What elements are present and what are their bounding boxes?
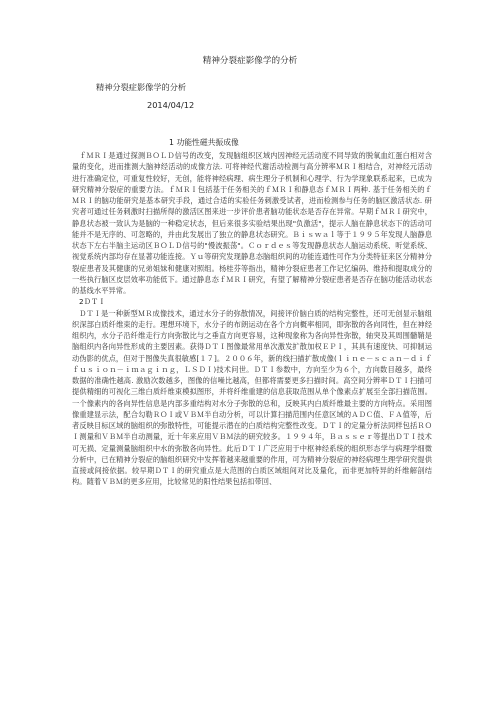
document-title: 精神分裂症影像学的分析 bbox=[202, 56, 298, 66]
section-heading-fmri: 1 功能性磁共振成像 bbox=[169, 138, 239, 147]
paragraph-fmri: ｆＭＲＩ是通过探测ＢＯＬＤ信号的改变，发现脑组织区域内因神经元活动度不同导致的脱氧血红蛋白相对含量的变化，进而推测大脑神经活动的成像方法. 可将神经代谢活动检测与高分辨率ＭＲＩ相结合，对神经元活动进行准确定位，可重复性较好，无创，能将神经病理、病生理分子机制和心理学、行为学现象联系起来，已成为研究精神分裂症的重要方法。ｆＭＲＩ包括基于任务相关的ｆＭＲＩ和静息态ｆＭＲＩ两种. 基于任务相关的ｆＭＲＩ的脑功能研究是基本研究手段，通过合适的实验任务刺激受试者，进而检测参与任务的脑区激活状态. 研究者可通过任务刺激时扫描所得的激活区图来进一步评价患者脑功能状态是否存在异常。早期ｆＭＲＩ研究中，静息状态被一致认为是脑的一种稳定状态，但后来很多实验结果出现"负激活"，提示人脑在静息状态下的活动可能并不是无序的、可忽略的，并由此发展出了独立的静息状态研究。Ｂｉｓｗａｌ等于１９９５年发现人脑静息状态下左右半脑主运动区ＢＯＬＤ信号的"慢波振荡"。Ｃｏｒｄｅｓ等发现静息状态人脑运动系统、听觉系统、视觉系统内部均存在显著功能连接。Ｙｕ等研究发现静息态脑组织间的功能连通性可作为分类特征来区分精神分裂症患者及其健康的兄弟姐妹和健康对照组。杨桂芬等指出，精神分裂症患者工作记忆编码、维持和提取成分的一些执行脑区皮层效率功能低下。通过静息态ｆＭＲＩ研究，有望了解精神分裂症患者是否存在脑功能活动状态的基线水平异常。 bbox=[72, 151, 432, 295]
paragraph-dti: ＤＴＩ是一种新型ＭＲ成像技术，通过水分子的弥散情况，间接评价脑白质的结构完整性，还可无创显示脑组织深部白质纤维束的走行。理想环境下，水分子的布朗运动在各个方向概率相同，即弥散的各向同性，但在神经组织内，水分子沿纤维走行方向弥散比与之垂直方向更容易，这种现象称为各向异性弥散，轴突及其周围髓鞘是脑组织内各向异性形成的主要因素。获得ＤＴＩ图像最常用单次激发扩散加权ＥＰＩ，其具有速度快、可抑制运动伪影的优点，但对于图像失真很敏感[１７]。２００６年，新的线扫描扩散成像(ｌｉｎｅ－ｓｃａｎ－ｄｉｆｆｕｓｉｏｎ－ｉｍａｇｉｎｇ，ＬＳＤＩ)技术问世。ＤＴＩ参数中，方向至少为６个，方向数目越多，最终数据的准确性越高. 激励次数越多，图像的信噪比越高，但都将需要更多扫描时间。高空间分辨率ＤＴＩ扫描可提供精细的可视化三维白质纤维束模拟图形，并将纤维重建的信息获取范围从单个像素点扩展至全部扫描范围。一个像素内的各向异性信息是内部多重结构对水分子弥散的总和，反映其内白质纤维最主要的方向特点。采用图像重建显示法，配合勾勒ＲＯＩ或ＶＢＭ半自动分析，可以计算扫描范围内任意区域的ＡＤＣ值、ＦＡ值等，后者反映目标区域的脑组织的弥散特性，可能提示潜在的白质结构完整性改变。ＤＴＩ的定量分析法同样包括ＲＯＩ测量和ＶＢＭ半自动测量，近十年来应用ＶＢＭ法的研究较多。１９９４年，Ｂａｓｓｅｒ等提出ＤＴＩ技术可无损、定量测量脑组织中水的弥散各向异性。此后ＤＴＩ广泛应用于中枢神经系统的组织形态学与病理学细微分析中，已在精神分裂症的脑组织研究中发挥着越来越重要的作用，可为精神分裂症的神经病理生理学研究提供直接或间接依据。较早期ＤＴＩ的研究重点是大范围的白质区域组间对比及量化，而非更加特异的纤维解剖结构。随着ＶＢＭ的更多应用，比较常见的阳性结果包括扣带回、 bbox=[72, 308, 432, 487]
article-title: 精神分裂症影像学的分析 bbox=[96, 82, 187, 92]
section-heading-dti: 2ＤＴＩ bbox=[79, 297, 106, 307]
article-date: 2014/04/12 bbox=[147, 100, 195, 110]
article-body bbox=[72, 150, 432, 488]
